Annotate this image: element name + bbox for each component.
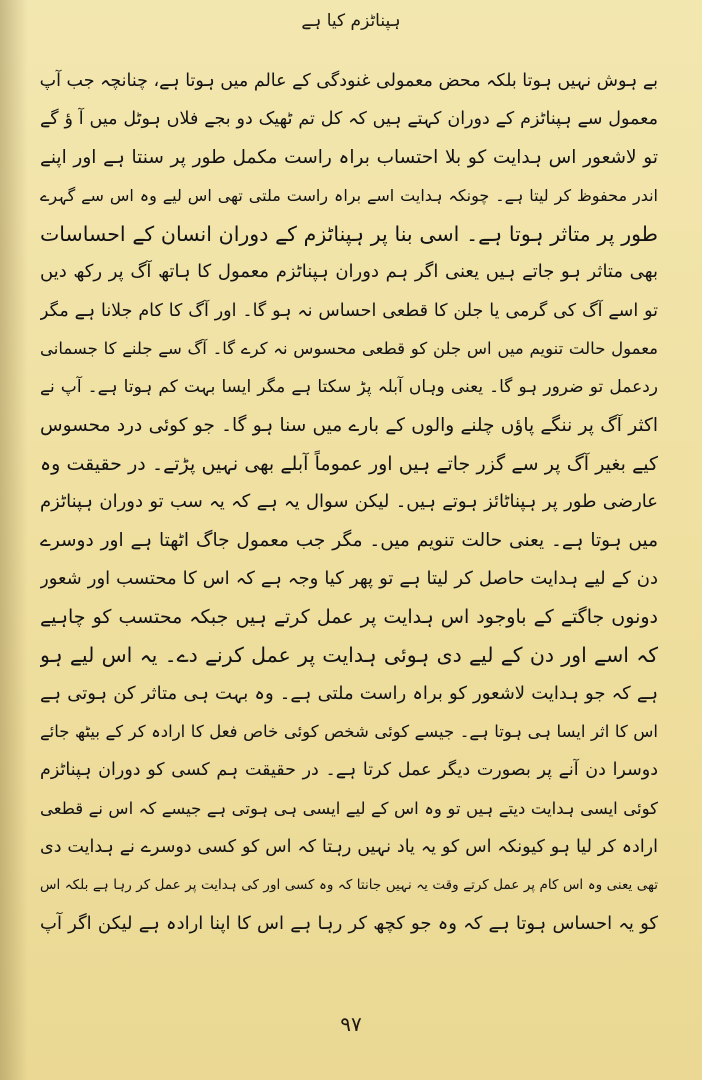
running-head: ہپناٹزم کیا ہے (301, 11, 401, 31)
text-line: کیے بغیر آگ پر سے گزر جاتے ہیں اور عموماً آبلے بھی نہیں پڑتے۔ در حقیقت وہ (40, 452, 658, 475)
text-line: ردعمل تو ضرور ہو گا۔ یعنی وہاں آبلہ پڑ سکتا ہے مگر ایسا بہت کم ہوتا ہے۔ آپ نے (40, 377, 658, 398)
text-line: طور پر متاثر ہوتا ہے۔ اسی بنا پر ہپناٹزم کے دوران انسان کے احساسات (40, 222, 658, 247)
text-line: ہے کہ جو ہدایت لاشعور کو براہ راست ملتی ہے۔ وہ بہت ہی متاثر کن ہوتی ہے (40, 682, 658, 704)
text-line: بے ہوش نہیں ہوتا بلکہ محض معمولی غنودگی کے عالم میں ہوتا ہے، چنانچہ جب آپ (40, 71, 658, 91)
text-line: کو یہ احساس ہوتا ہے کہ وہ جو کچھ کر رہا ہے اس کا اپنا ارادہ ہے لیکن اگر آپ (40, 912, 658, 934)
text-line: کہ اسے اور دن کے لیے دی ہوئی ہدایت پر عمل کرنے دے۔ یہ اس لیے ہو (40, 643, 658, 668)
text-line: ارادہ کر لیا ہو کیونکہ اس کو یہ یاد نہیں رہتا کہ اس کو کسی دوسرے نے ہدایت دی (40, 836, 658, 857)
text-line: اس کا اثر ایسا ہی ہوتا ہے۔ جیسے کوئی شخص کوئی خاص فعل کا ارادہ کر کے بیٹھ جائے (40, 722, 658, 742)
text-line: دن کے لیے ہدایت حاصل کر لیتا ہے تو پھر کیا وجہ ہے کہ اس کا محتسب اور شعور (40, 567, 658, 589)
text-line: اندر محفوظ کر لیتا ہے۔ چونکہ ہدایت اسے براہ راست ملتی تھی اس لیے وہ اس سے گہرے (40, 185, 658, 205)
text-line: دوسرا دن آنے پر بصورت دیگر عمل کرتا ہے۔ در حقیقت ہم کسی کو دوران ہپناٹزم (40, 760, 658, 781)
text-line: تو لاشعور اس ہدایت کو بلا احتساب براہ راست مکمل طور پر سنتا ہے اور اپنے (40, 146, 658, 168)
body-text (40, 62, 658, 943)
text-line: عارضی طور پر ہپناٹائز ہوتے ہیں۔ لیکن سوال یہ ہے کہ یہ سب تو دوران ہپناٹزم (40, 491, 658, 513)
text-line: میں ہوتا ہے۔ یعنی حالت تنویم میں۔ مگر جب معمول جاگ اٹھتا ہے اور دوسرے (40, 529, 658, 551)
text-line: تو اسے آگ کی گرمی یا جلن کا قطعی احساس نہ ہو گا۔ اور آگ کا کام جلانا ہے مگر (40, 300, 658, 321)
text-line: کوئی ایسی ہدایت دیتے ہیں تو وہ اس کے لیے ایسی ہی ہوتی ہے جیسے کہ اس نے قطعی (40, 798, 658, 818)
text-line: دونوں جاگتے کے باوجود اس ہدایت پر عمل کرتے ہیں جبکہ محتسب کو چاہیے (40, 606, 658, 629)
page-gutter-shadow (0, 0, 28, 1080)
text-line: معمول سے ہپناٹزم کے دوران کہتے ہیں کہ کل تم ٹھیک دو بجے فلاں ہوٹل میں آ ؤ گے (40, 109, 658, 130)
text-line: بھی متاثر ہو جاتے ہیں یعنی اگر ہم دوران ہپناٹزم معمول کا ہاتھ آگ پر رکھ دیں (40, 261, 658, 283)
text-line: اکثر آگ پر ننگے پاؤں چلنے والوں کے بارے میں سنا ہو گا۔ جو کوئی درد محسوس (40, 414, 658, 436)
page-number: ۹۷ (340, 1012, 362, 1036)
text-line: تھی یعنی وہ اس کام پر عمل کرتے وقت یہ نہیں جانتا کہ وہ کسی اور کی ہدایت پر عمل کر رہا ہے بلکہ اس (40, 877, 658, 894)
text-line: معمول حالت تنویم میں اس جلن کو قطعی محسوس نہ کرے گا۔ آگ سے جلنے کا جسمانی (40, 339, 658, 359)
